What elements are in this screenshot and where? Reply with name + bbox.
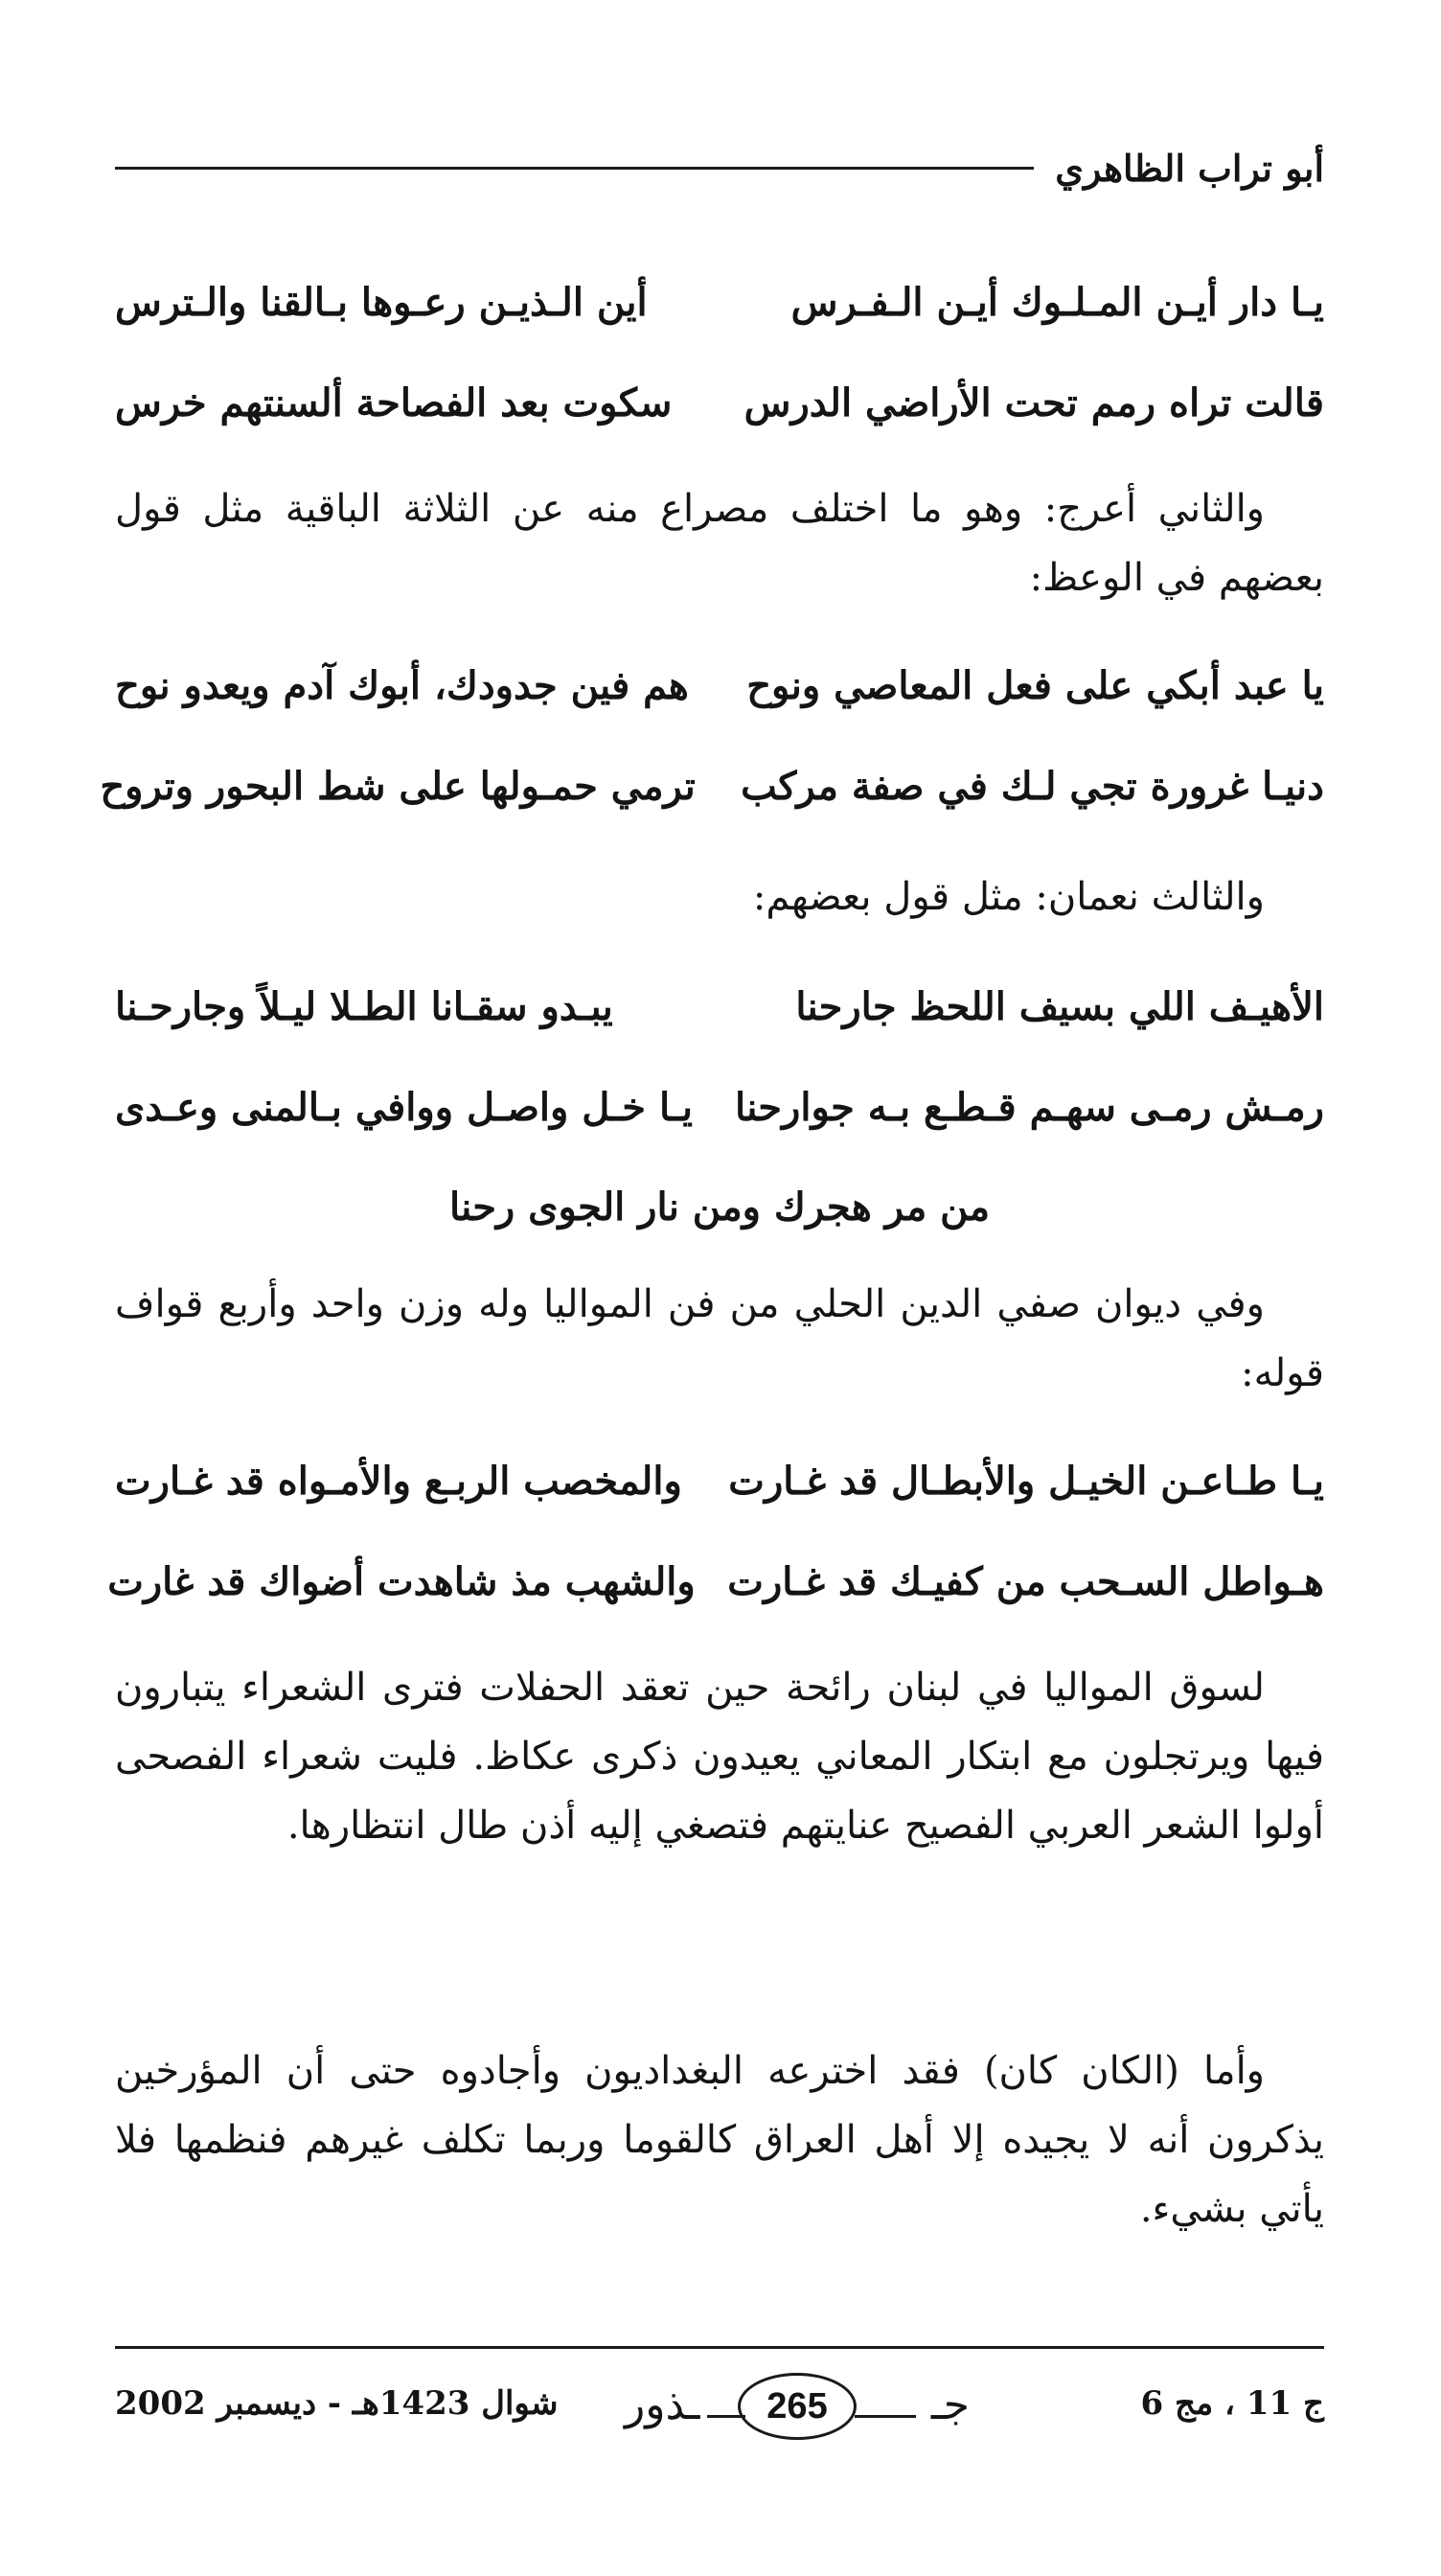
page — [100, 125, 1324, 2501]
verse-second-hemistich: أين الـذيـن رعـوها بـالقنا والـترس — [115, 279, 648, 325]
verse-first-hemistich: يا عبد أبكي على فعل المعاصي ونوح — [746, 662, 1324, 708]
verse-first-hemistich: رمـش رمـى سهـم قـطـع بـه جوارحنا — [735, 1084, 1324, 1130]
verse-first-hemistich: دنيـا غرورة تجي لـك في صفة مركب — [741, 763, 1324, 809]
verse-first-hemistich: يـا دار أيـن المـلـوك أيـن الـفـرس — [790, 279, 1324, 325]
verse-second-hemistich: يـا خـل واصـل ووافي بـالمنى وعـدى — [115, 1084, 693, 1130]
verse-second-hemistich: والشهب مذ شاهدت أضواك قد غارت — [107, 1558, 696, 1604]
verse-line — [107, 1543, 1324, 1620]
page-number: 265 — [738, 2373, 857, 2440]
header-rule — [115, 167, 1034, 170]
verse-line — [115, 968, 1324, 1045]
verse-second-hemistich: سكوت بعد الفصاحة ألسنتهم خرس — [115, 380, 673, 426]
journal-title-start: جـ — [930, 2380, 970, 2429]
paragraph: لسوق المواليا في لبنان رائحة حين تعقد الحفلات فترى الشعراء يتبارون فيها ويرتجلون مع ابتكار المعاني يعيدون ذكرى عكاظ. فليت شعراء الفصحى أولوا الشعر العربي الفصيح عنايتهم فتصغي إليه أذن طال انتظارها. — [115, 1666, 1324, 1848]
footer-rule — [115, 2346, 1324, 2349]
issue-date: شوال 1423هـ - ديسمبر 2002 — [115, 2384, 559, 2423]
verse-centered: من مر هجرك ومن نار الجوى رحنا — [448, 1184, 991, 1230]
paragraph: والثاني أعرج: وهو ما اختلف مصراع منه عن الثلاثة الباقية مثل قول بعضهم في الوعظ: — [115, 487, 1324, 600]
verse-first-hemistich: يـا طـاعـن الخيـل والأبطـال قد غـارت — [728, 1458, 1324, 1504]
verse-line — [115, 1442, 1324, 1519]
verse-second-hemistich: يبـدو سقـانا الطـلا ليـلاً وجارحـنا — [115, 983, 613, 1029]
verse-line — [115, 364, 1324, 441]
verse-line — [115, 1069, 1324, 1145]
verse-first-hemistich: هـواطل السـحب من كفيـك قد غـارت — [727, 1558, 1324, 1604]
paragraph: وأما (الكان كان) فقد اخترعه البغداديون وأجادوه حتى أن المؤرخين يذكرون أنه لا يجيده إلا أهل العراق كالقوما وربما تكلف غيرهم فنظمها فلا يأتي بشيء. — [115, 2049, 1324, 2231]
verse-second-hemistich: والمخصب الربـع والأمـواه قد غـارت — [115, 1458, 682, 1504]
running-header — [115, 134, 1324, 201]
journal-connector — [855, 2415, 916, 2418]
verse-second-hemistich: هم فين جدودك، أبوك آدم ويعدو نوح — [115, 662, 689, 708]
journal-mark — [625, 2367, 970, 2453]
verse-line — [115, 647, 1324, 724]
journal-title-end: ـذور — [625, 2380, 700, 2429]
page-footer — [115, 2367, 1324, 2453]
verse-first-hemistich: قالت تراه رمم تحت الأراضي الدرس — [743, 380, 1324, 426]
paragraph: وفي ديوان صفي الدين الحلي من فن المواليا وله وزن واحد وأربع قواف قوله: — [115, 1282, 1324, 1395]
volume-info: ج 11 ، مج 6 — [1140, 2384, 1324, 2423]
author-name: أبو تراب الظاهري — [1055, 146, 1324, 190]
verse-line — [100, 748, 1324, 824]
verse-second-hemistich: ترمي حمـولها على شط البحور وتروح — [100, 763, 696, 809]
verse-line — [115, 264, 1324, 340]
verse-first-hemistich: الأهيـف اللي بسيف اللحظ جارحنا — [795, 983, 1324, 1029]
paragraph: والثالث نعمان: مثل قول بعضهم: — [752, 875, 1265, 919]
journal-connector — [707, 2415, 745, 2418]
